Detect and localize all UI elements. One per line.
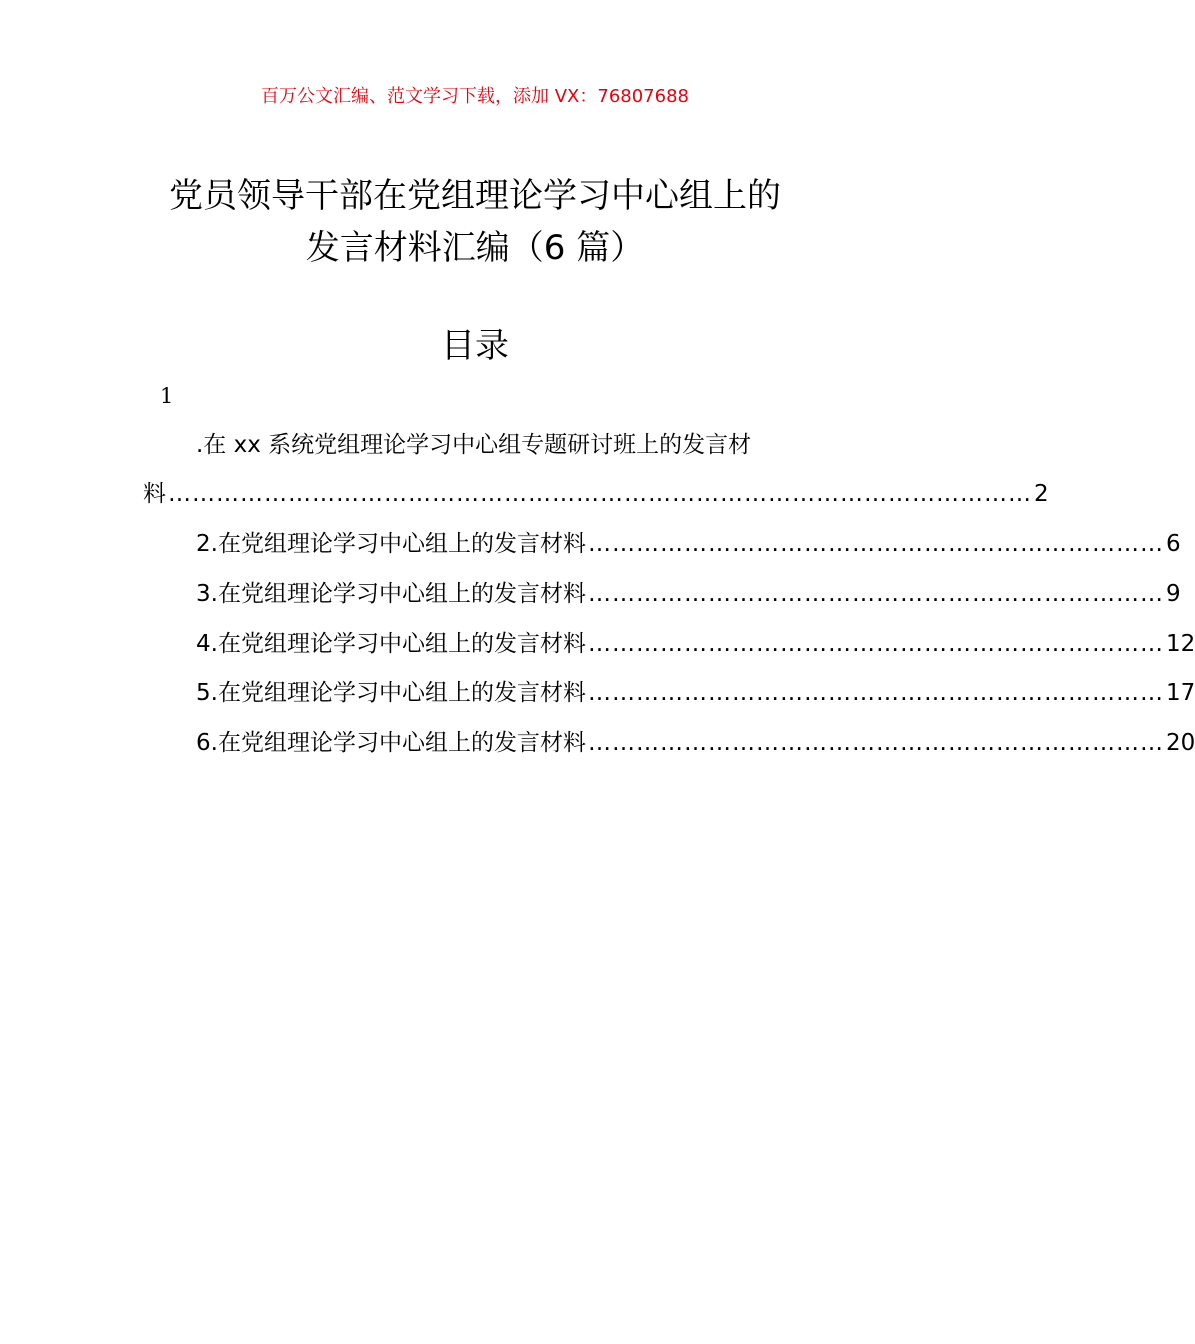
toc-entry-text: 5.在党组理论学习中心组上的发言材料 xyxy=(196,680,586,706)
toc-leader-dots: ……………………………………………………………………………………………… xyxy=(168,481,1032,507)
toc-entry-5[interactable] xyxy=(196,676,1195,710)
title-line-2: 发言材料汇编（6 篇） xyxy=(305,228,645,268)
toc-page-number: 17 xyxy=(1165,680,1195,706)
toc-entry-text: 4.在党组理论学习中心组上的发言材料 xyxy=(196,631,586,657)
toc-heading: 目录 xyxy=(441,326,509,366)
toc-page-number: 6 xyxy=(1165,531,1181,557)
document-title xyxy=(100,170,850,274)
toc-leader-dots: ……………………………………………………………… xyxy=(587,581,1164,607)
toc-entry-text: 6.在党组理论学习中心组上的发言材料 xyxy=(196,730,586,756)
list-number-marker: 1 xyxy=(160,384,174,408)
toc-entry-text: .在 xx 系统党组理论学习中心组专题研讨班上的发言材 xyxy=(196,432,752,458)
toc-entry-1-line-2[interactable] xyxy=(143,477,1049,511)
toc-leader-dots: ……………………………………………………………… xyxy=(587,631,1164,657)
toc-page-number: 2 xyxy=(1034,481,1049,507)
toc-page-number: 20 xyxy=(1165,730,1195,756)
watermark-banner: 百万公文汇编、范文学习下载，添加 VX：76807688 xyxy=(261,86,689,107)
toc-leader-dots: ……………………………………………………………… xyxy=(587,730,1164,756)
toc-entry-text: 2.在党组理论学习中心组上的发言材料 xyxy=(196,531,586,557)
title-line-1: 党员领导干部在党组理论学习中心组上的 xyxy=(169,176,781,216)
toc-page-number: 9 xyxy=(1165,581,1181,607)
toc-page-number: 12 xyxy=(1165,631,1195,657)
toc-entry-2[interactable] xyxy=(196,527,1181,561)
toc-entry-6[interactable] xyxy=(196,726,1195,760)
toc-entry-1-line-1[interactable] xyxy=(196,428,806,462)
toc-entry-4[interactable] xyxy=(196,627,1195,661)
toc-entry-3[interactable] xyxy=(196,577,1181,611)
toc-entry-text: 3.在党组理论学习中心组上的发言材料 xyxy=(196,581,586,607)
toc-leader-dots: ……………………………………………………………… xyxy=(587,531,1164,557)
toc-entry-text: 料 xyxy=(143,481,166,507)
toc-leader-dots: ……………………………………………………………… xyxy=(587,680,1164,706)
